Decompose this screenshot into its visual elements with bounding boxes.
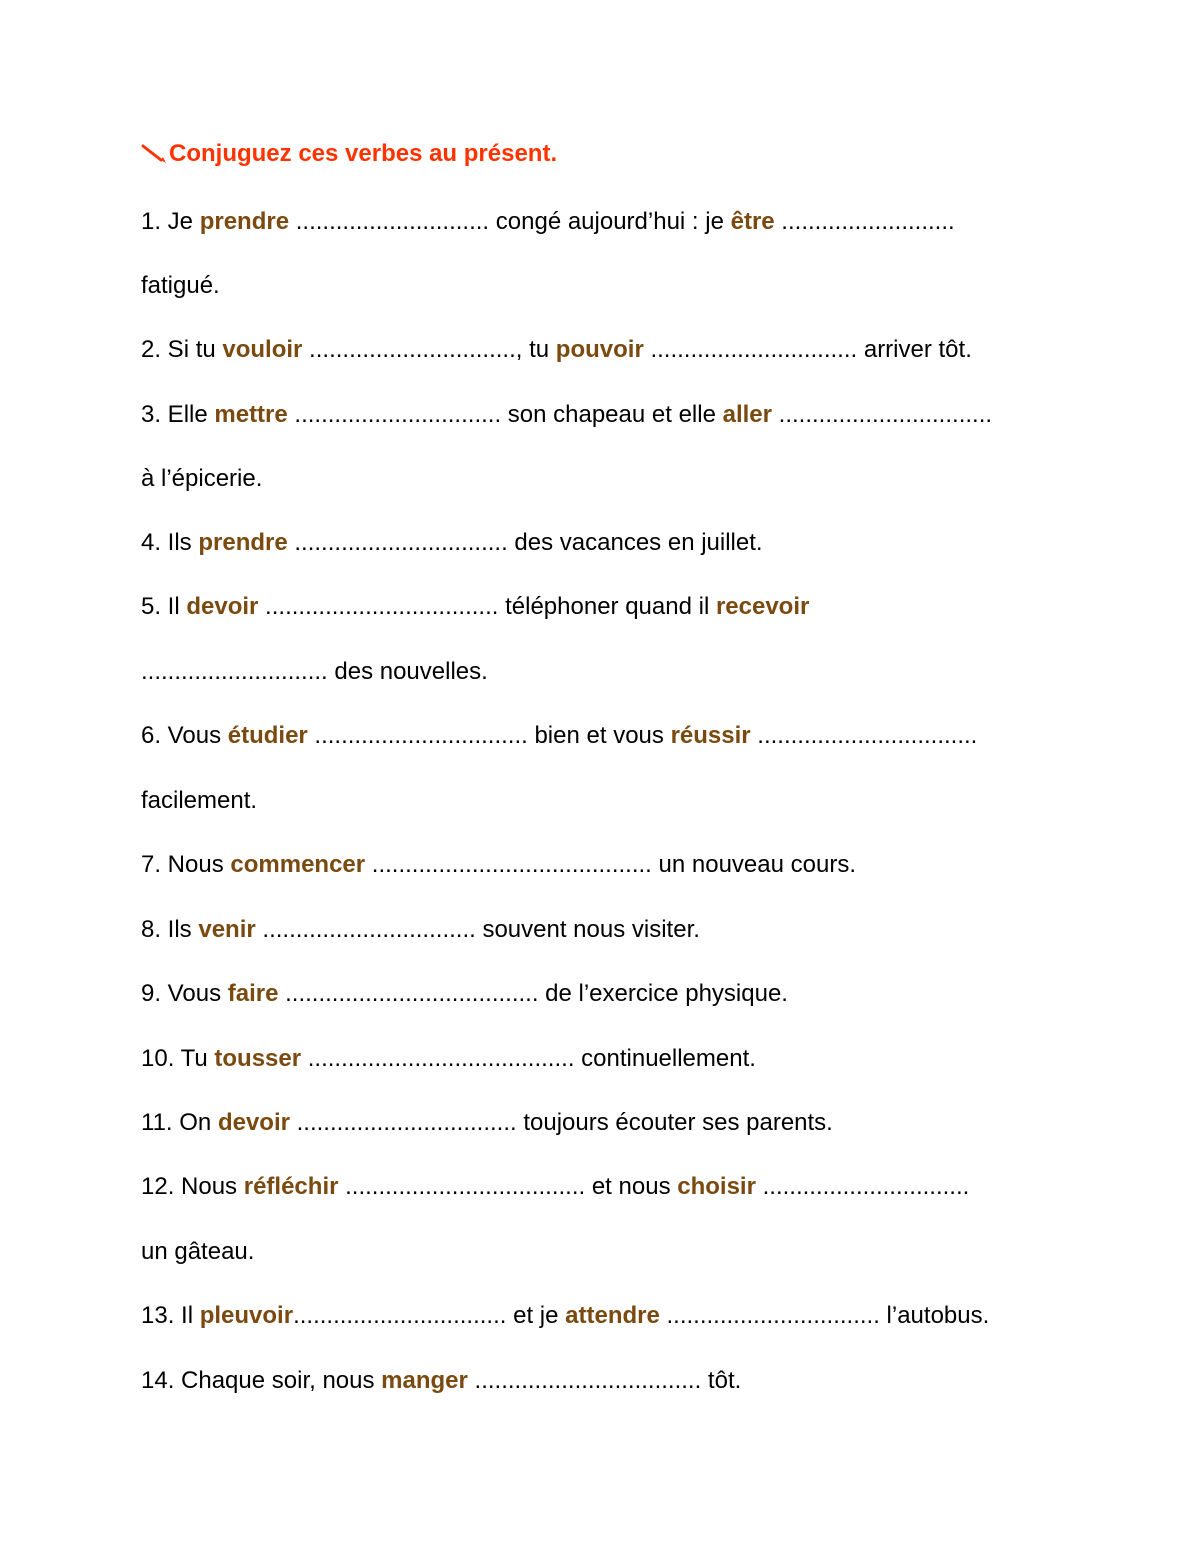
- exercise-line: [141, 528, 763, 558]
- sentence-text: ................................: [771, 401, 993, 428]
- sentence-text: ..........................: [774, 208, 955, 235]
- exercise-line: [141, 850, 856, 880]
- sentence-text: 10. Tu: [141, 1045, 215, 1072]
- sentence-text: un gâteau.: [141, 1238, 255, 1265]
- verb-infinitive: aller: [722, 401, 772, 428]
- exercise-title: [141, 140, 557, 168]
- exercise-line: [141, 400, 992, 430]
- sentence-text: ..............................., tu: [302, 336, 556, 363]
- exercise-line: [141, 464, 262, 494]
- verb-infinitive: attendre: [565, 1302, 660, 1329]
- sentence-text: ............................ des nouvelles.: [141, 658, 488, 685]
- exercise-line: [141, 335, 972, 365]
- verb-infinitive: mettre: [214, 401, 288, 428]
- sentence-text: 6. Vous: [141, 722, 228, 749]
- pencil-icon: [141, 142, 169, 166]
- sentence-text: 3. Elle: [141, 401, 215, 428]
- exercise-line: [141, 786, 257, 816]
- sentence-text: ................................. toujours écouter ses parents.: [289, 1109, 833, 1136]
- exercise-line: [141, 979, 788, 1009]
- exercise-line: [141, 592, 809, 622]
- exercise-line: [141, 1237, 254, 1267]
- sentence-text: 14. Chaque soir, nous: [141, 1367, 382, 1394]
- sentence-text: ................................ des vacances en juillet.: [287, 529, 763, 556]
- verb-infinitive: commencer: [230, 851, 366, 878]
- sentence-text: ...................................... de l’exercice physique.: [278, 980, 788, 1007]
- verb-infinitive: être: [730, 208, 775, 235]
- sentence-text: ................................ l’autobus.: [659, 1302, 990, 1329]
- exercise-line: [141, 207, 955, 237]
- verb-infinitive: devoir: [217, 1109, 290, 1136]
- sentence-text: 9. Vous: [141, 980, 228, 1007]
- exercise-line: [141, 657, 488, 687]
- sentence-text: 5. Il: [141, 593, 187, 620]
- sentence-text: ............................... arriver tôt.: [643, 336, 972, 363]
- sentence-text: .................................. tôt.: [467, 1367, 742, 1394]
- exercise-line: [141, 271, 220, 301]
- sentence-text: ........................................ continuellement.: [301, 1045, 756, 1072]
- sentence-text: ................................ souvent nous visiter.: [255, 916, 700, 943]
- verb-infinitive: réfléchir: [243, 1173, 339, 1200]
- sentence-text: .................................... et nous: [338, 1173, 678, 1200]
- exercise-line: [141, 1366, 741, 1396]
- verb-infinitive: pouvoir: [555, 336, 644, 363]
- verb-infinitive: prendre: [199, 208, 290, 235]
- sentence-text: .......................................... un nouveau cours.: [365, 851, 856, 878]
- sentence-text: fatigué.: [141, 272, 220, 299]
- exercise-title-text: Conjuguez ces verbes au présent.: [169, 140, 558, 167]
- sentence-text: à l’épicerie.: [141, 465, 263, 492]
- verb-infinitive: venir: [198, 916, 256, 943]
- verb-infinitive: devoir: [186, 593, 259, 620]
- verb-infinitive: manger: [381, 1367, 468, 1394]
- sentence-text: 8. Ils: [141, 916, 199, 943]
- verb-infinitive: vouloir: [222, 336, 303, 363]
- sentence-text: 11. On: [141, 1109, 218, 1136]
- exercise-line: [141, 1108, 833, 1138]
- sentence-text: ............................... son chapeau et elle: [287, 401, 723, 428]
- sentence-text: 7. Nous: [141, 851, 231, 878]
- sentence-text: 12. Nous: [141, 1173, 244, 1200]
- verb-infinitive: réussir: [670, 722, 751, 749]
- exercise-line: [141, 1172, 969, 1202]
- sentence-text: 1. Je: [141, 208, 200, 235]
- verb-infinitive: prendre: [198, 529, 288, 556]
- verb-infinitive: faire: [227, 980, 279, 1007]
- sentence-text: ...............................: [755, 1173, 970, 1200]
- sentence-text: ............................. congé aujourd’hui : je: [289, 208, 731, 235]
- sentence-text: .................................: [750, 722, 978, 749]
- verb-infinitive: étudier: [227, 722, 308, 749]
- verb-infinitive: tousser: [214, 1045, 302, 1072]
- sentence-text: 13. Il: [141, 1302, 200, 1329]
- sentence-text: ................................ bien et vous: [307, 722, 671, 749]
- exercise-line: [141, 721, 977, 751]
- sentence-text: 4. Ils: [141, 529, 199, 556]
- verb-infinitive: choisir: [677, 1173, 756, 1200]
- exercise-line: [141, 1301, 989, 1331]
- verb-infinitive: pleuvoir: [199, 1302, 294, 1329]
- verb-infinitive: recevoir: [715, 593, 810, 620]
- exercise-line: [141, 915, 700, 945]
- sentence-text: facilement.: [141, 787, 258, 814]
- sentence-text: ................................... téléphoner quand il: [258, 593, 716, 620]
- sentence-text: 2. Si tu: [141, 336, 223, 363]
- sentence-text: ................................ et je: [293, 1302, 566, 1329]
- exercise-line: [141, 1044, 756, 1074]
